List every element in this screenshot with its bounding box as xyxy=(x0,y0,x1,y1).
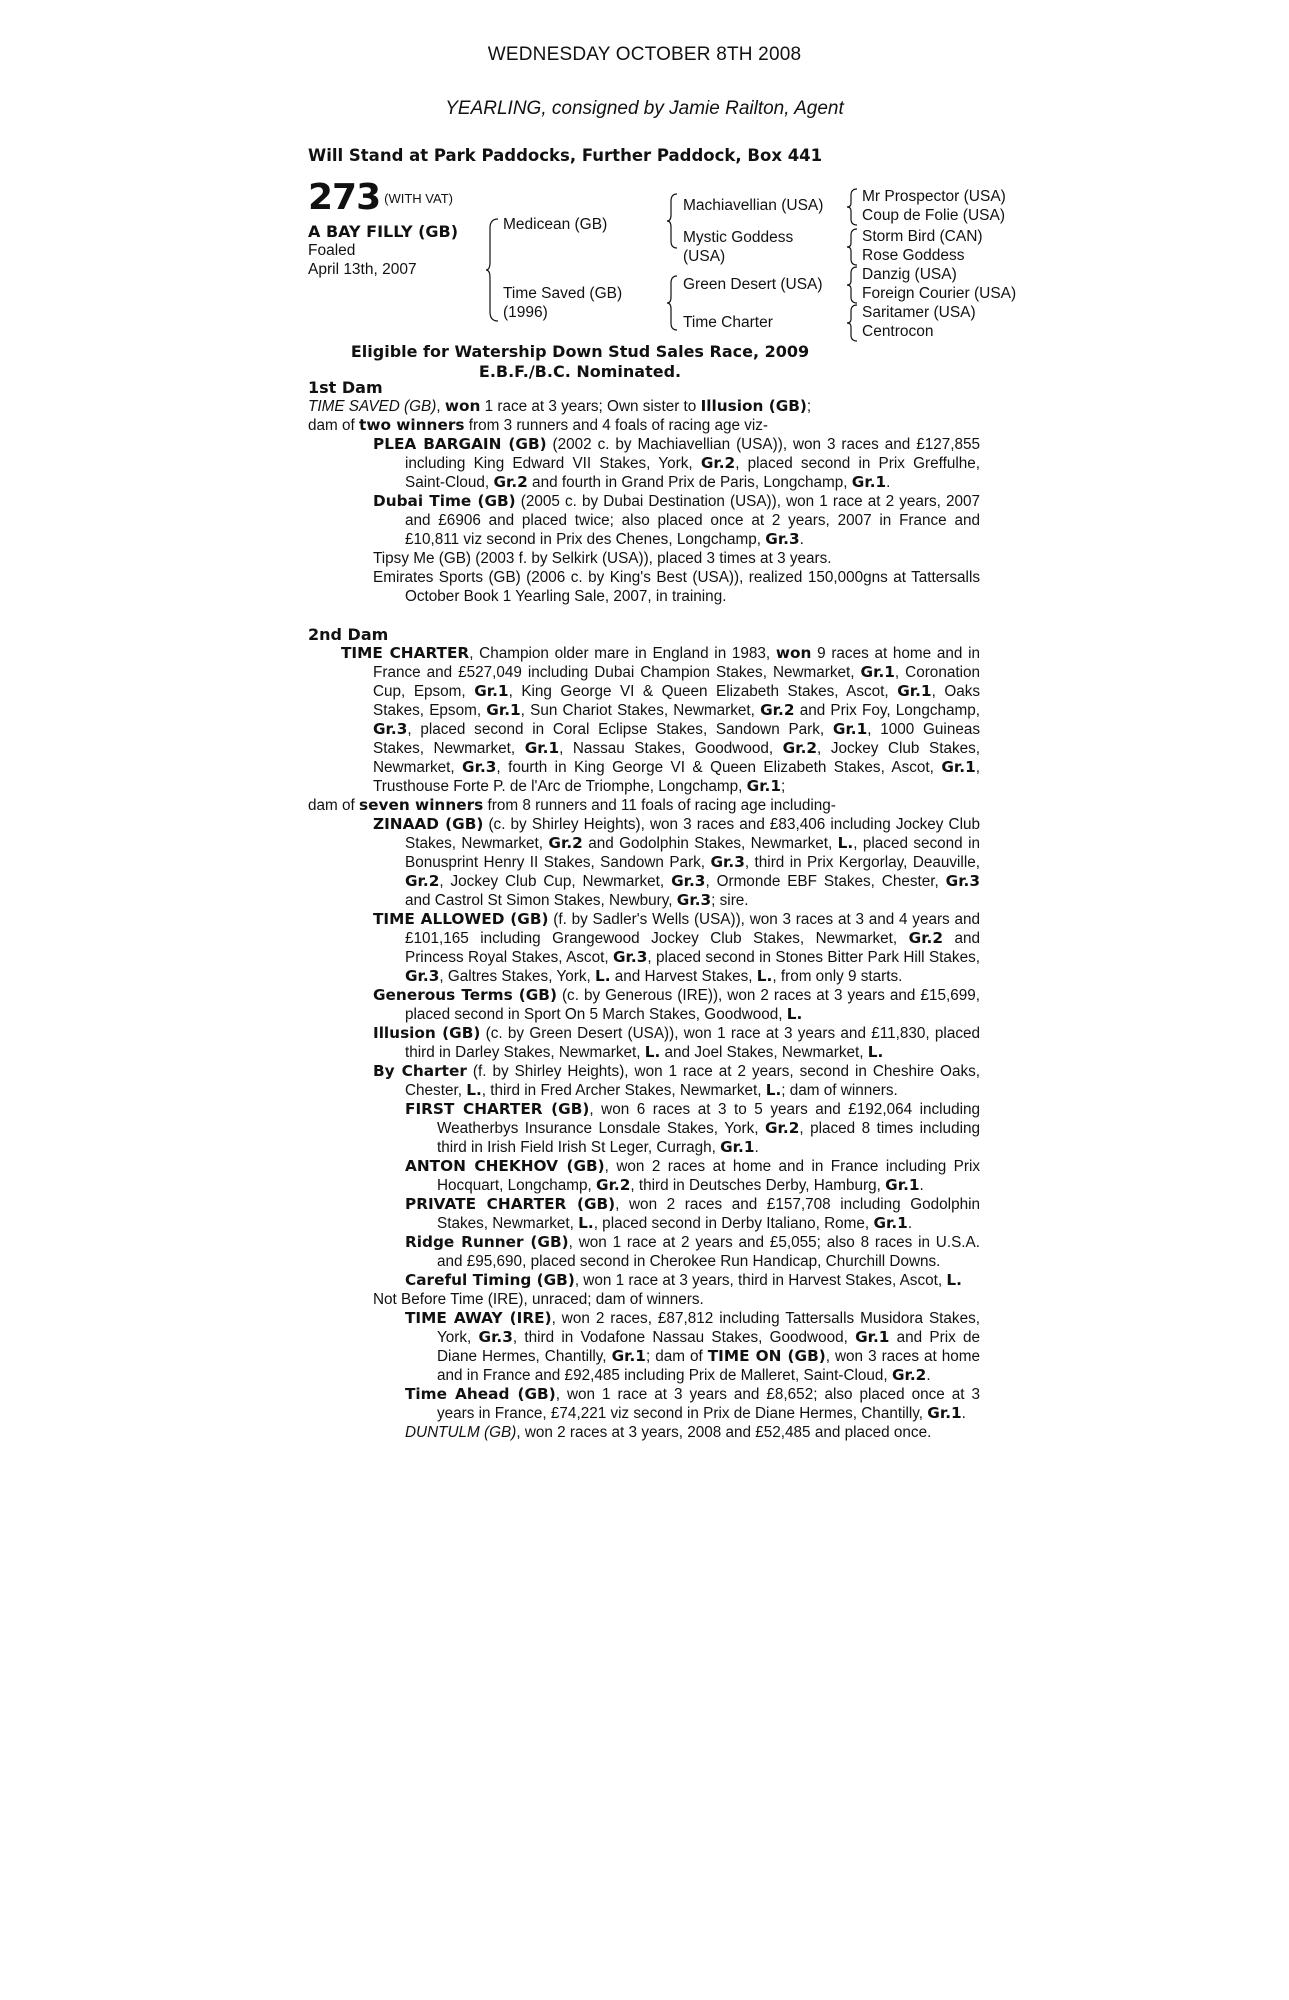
vat-note: (WITH VAT) xyxy=(384,191,453,206)
eligibility-line-2: E.B.F./B.C. Nominated. xyxy=(478,362,682,381)
produce-emirates-sports: Emirates Sports (GB) (2006 c. by King's Best (USA)), realized 150,000gns at Tattersalls October Book 1 Yearling Sale, 2007, in training. xyxy=(373,569,980,605)
grandsire-1: Mr Prospector (USA) xyxy=(862,188,1006,205)
pedigree-brace-g3 xyxy=(847,266,859,304)
dam-year: (1996) xyxy=(503,304,548,321)
sale-date: WEDNESDAY OCTOBER 8TH 2008 xyxy=(487,44,802,65)
produce-private-charter: PRIVATE CHARTER (GB), won 2 races and £157,708 including Godolphin Stakes, Newmarket, L., placed second in Derby Italiano, Rome, Gr.1. xyxy=(405,1195,980,1232)
first-dam-heading: 1st Dam xyxy=(308,378,383,397)
grandsire-5: Danzig (USA) xyxy=(862,266,957,283)
dam-dam-name: Time Charter xyxy=(683,314,773,331)
produce-ridge-runner: Ridge Runner (GB), won 1 race at 2 years and £5,055; also 8 races in U.S.A. and £95,690, placed second in Cherokee Run Handicap, Churchill Downs. xyxy=(405,1233,981,1270)
granddam-2: Coup de Folie (USA) xyxy=(862,207,1006,224)
second-dam-record: TIME CHARTER, Champion older mare in England in 1983, won 9 races at home and in France and £527,049 including Dubai Champion Stakes, Newmarket, Gr.1, Coronation Cup, Epsom, Gr.1, King George VI & Queen Elizabeth Stakes, Ascot, Gr.1, Oaks Stakes, Epsom, Gr.1, Sun Chariot Stakes, Newmarket, Gr.2 and Prix Foy, Longchamp, Gr.3, placed second in Coral Eclipse Stakes, Sandown Park, Gr.1, 1000 Guineas Stakes, Newmarket, Gr.1, Nassau Stakes, Goodwood, Gr.2, Jockey Club Stakes, Newmarket, Gr.3, fourth in King George VI & Queen Elizabeth Stakes, Ascot, Gr.1, Trusthouse Forte P. de l'Arc de Triomphe, Longchamp, Gr.1; xyxy=(341,644,981,795)
second-dam-heading: 2nd Dam xyxy=(308,625,389,644)
sire-dam-country: (USA) xyxy=(683,248,726,265)
sire-dam-name: Mystic Goddess xyxy=(683,229,794,246)
produce-anton-chekhov: ANTON CHEKHOV (GB), won 2 races at home and in France including Prix Hocquart, Longchamp, Gr.2, third in Deutsches Derby, Hamburg, Gr.1. xyxy=(405,1157,981,1194)
produce-first-charter: FIRST CHARTER (GB), won 6 races at 3 to 5 years and £192,064 including Weatherbys Insurance Lonsdale Stakes, York, Gr.2, placed 8 times including third in Irish Field Irish St Leger, Curragh, Gr.1. xyxy=(405,1100,980,1156)
dam-name: Time Saved (GB) xyxy=(503,285,623,302)
produce-time-ahead: Time Ahead (GB), won 1 race at 3 years and £8,652; also placed once at 3 years in France, £74,221 viz second in Prix de Diane Hermes, Chantilly, Gr.1. xyxy=(405,1385,980,1422)
grandsire-7: Saritamer (USA) xyxy=(862,304,976,321)
produce-tipsy-me: Tipsy Me (GB) (2003 f. by Selkirk (USA)), placed 3 times at 3 years. xyxy=(373,550,832,567)
granddam-8: Centrocon xyxy=(862,323,934,340)
second-dam-produce-summary: dam of seven winners from 8 runners and 11 foals of racing age including- xyxy=(308,796,836,814)
first-dam-produce-summary: dam of two winners from 3 runners and 4 foals of racing age viz- xyxy=(308,416,769,434)
pedigree-brace-g1 xyxy=(847,188,859,226)
granddam-4: Rose Goddess xyxy=(862,247,965,264)
lot-block xyxy=(308,177,468,279)
sire-sire-name: Machiavellian (USA) xyxy=(683,197,824,214)
produce-dubai-time: Dubai Time (GB) (2005 c. by Dubai Destination (USA)), won 1 race at 2 years, 2007 and £6906 and placed twice; also placed once at 2 years, 2007 in France and £10,811 viz second in Prix des Chenes, Longchamp, Gr.3. xyxy=(373,492,981,548)
foaled-label: Foaled xyxy=(308,242,356,259)
produce-by-charter: By Charter (f. by Shirley Heights), won 1 race at 2 years, second in Cheshire Oaks, Chester, L., third in Fred Archer Stakes, Newmarket, L.; dam of winners. xyxy=(373,1062,980,1099)
produce-illusion: Illusion (GB) (c. by Green Desert (USA)), won 1 race at 3 years and £11,830, placed third in Darley Stakes, Newmarket, L. and Joel Stakes, Newmarket, L. xyxy=(373,1024,980,1061)
not-before-time-produce xyxy=(308,1309,980,1442)
eligibility-block xyxy=(0,342,1160,382)
by-charter-produce xyxy=(308,1100,980,1290)
eligibility-line-1: Eligible for Watership Down Stud Sales Race, 2009 xyxy=(350,342,810,361)
produce-not-before-time: Not Before Time (IRE), unraced; dam of winners. xyxy=(373,1291,704,1308)
first-dam-intro: TIME SAVED (GB), won 1 race at 3 years; Own sister to Illusion (GB); xyxy=(308,397,812,415)
produce-careful-timing: Careful Timing (GB), won 1 race at 3 years, third in Harvest Stakes, Ascot, L. xyxy=(405,1271,962,1289)
pedigree-brace-dam xyxy=(667,275,679,331)
pedigree-brace-g4 xyxy=(847,304,859,342)
pedigree-brace-g2 xyxy=(847,228,859,266)
produce-time-allowed: TIME ALLOWED (GB) (f. by Sadler's Wells (USA)), won 3 races at 3 and 4 years and £101,165 including Grangewood Jockey Club Stakes, Newmarket, Gr.2 and Princess Royal Stakes, Ascot, Gr.3, placed second in Stones Bitter Park Hill Stakes, Gr.3, Galtres Stakes, York, L. and Harvest Stakes, L., from only 9 starts. xyxy=(373,910,980,985)
pedigree-brace-main xyxy=(486,218,500,322)
granddam-6: Foreign Courier (USA) xyxy=(862,285,1017,302)
grandsire-3: Storm Bird (CAN) xyxy=(862,228,983,245)
produce-plea-bargain: PLEA BARGAIN (GB) (2002 c. by Machiavellian (USA)), won 3 races and £127,855 including King Edward VII Stakes, York, Gr.2, placed second in Prix Greffulhe, Saint-Cloud, Gr.2 and fourth in Grand Prix de Paris, Longchamp, Gr.1. xyxy=(373,435,980,491)
foaled-date: April 13th, 2007 xyxy=(308,261,417,278)
pedigree-brace-sire xyxy=(667,193,679,249)
produce-generous-terms: Generous Terms (GB) (c. by Generous (IRE)), won 2 races at 3 years and £15,699, placed second in Sport On 5 March Stakes, Goodwood, L. xyxy=(373,986,980,1023)
dam-sire-name: Green Desert (USA) xyxy=(683,276,823,293)
sire-name: Medicean (GB) xyxy=(503,216,608,233)
produce-time-away: TIME AWAY (IRE), won 2 races, £87,812 including Tattersalls Musidora Stakes, York, Gr.3, third in Vodafone Nassau Stakes, Goodwood, Gr.1 and Prix de Diane Hermes, Chantilly, Gr.1; dam of TIME ON (GB), won 3 races at home and in France and £92,485 including Prix de Malleret, Saint-Cloud, Gr.2. xyxy=(405,1309,981,1384)
lot-number: 273 xyxy=(308,177,381,218)
produce-zinaad: ZINAAD (GB) (c. by Shirley Heights), won 3 races and £83,406 including Jockey Club Stakes, Newmarket, Gr.2 and Godolphin Stakes, Newmarket, L., placed second in Bonusprint Henry II Stakes, Sandown Park, Gr.3, third in Prix Kergorlay, Deauville, Gr.2, Jockey Club Cup, Newmarket, Gr.3, Ormonde EBF Stakes, Chester, Gr.3 and Castrol St Simon Stakes, Newbury, Gr.3; sire. xyxy=(373,815,981,909)
lot-description: A BAY FILLY (GB) xyxy=(308,222,459,241)
produce-duntulm: DUNTULM (GB), won 2 races at 3 years, 2008 and £52,485 and placed once. xyxy=(405,1424,932,1441)
pedigree-body xyxy=(308,378,980,1442)
standing-location: Will Stand at Park Paddocks, Further Paddock, Box 441 xyxy=(308,146,823,165)
consignment-line: YEARLING, consigned by Jamie Railton, Agent xyxy=(445,98,844,119)
